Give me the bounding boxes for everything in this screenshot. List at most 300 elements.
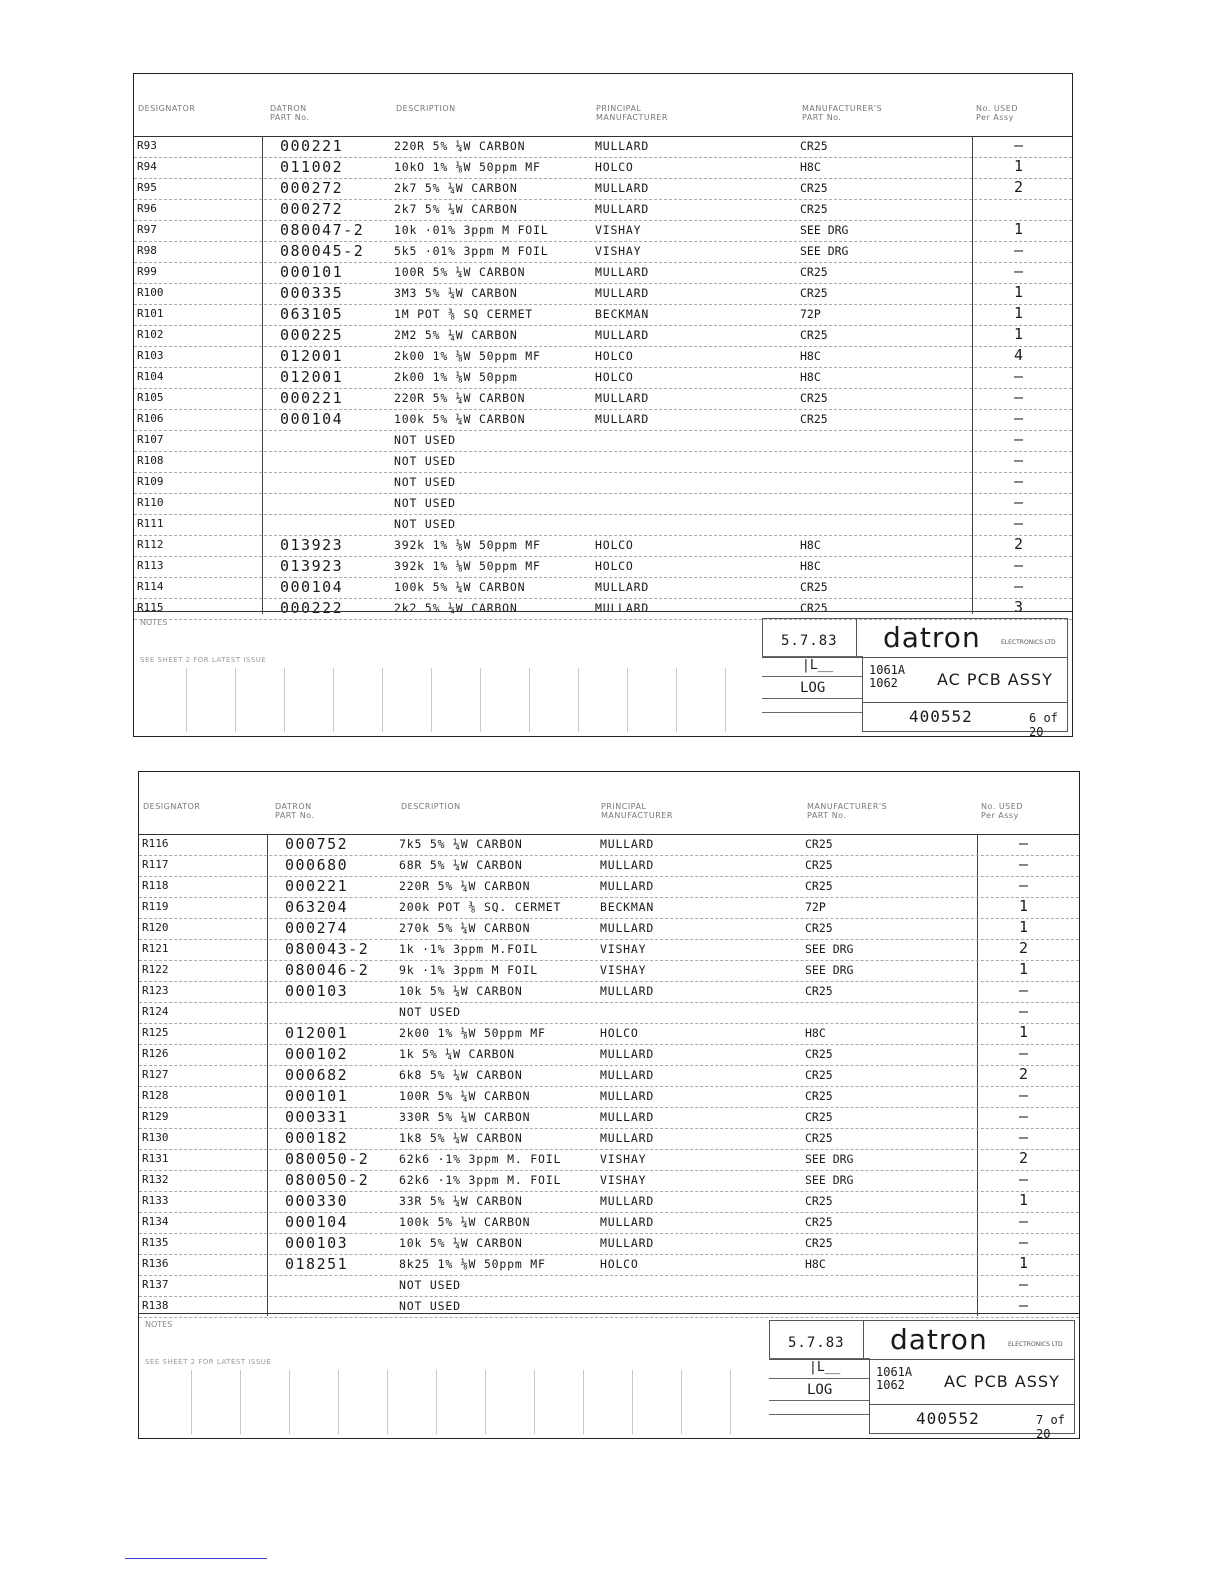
model-numbers: 1061A 1062 <box>876 1365 913 1392</box>
table-row <box>134 199 1072 221</box>
quantity-cell: 1 <box>1014 325 1024 343</box>
datron-part-cell: 011002 <box>280 158 344 176</box>
designator-cell: R113 <box>137 559 164 572</box>
designator-cell: R123 <box>142 984 169 997</box>
manufacturer-part-cell: CR25 <box>800 580 828 594</box>
quantity-cell: — <box>1019 834 1029 852</box>
title-box <box>869 1358 1075 1404</box>
description-cell: 10k 5% ¼W CARBON <box>399 984 523 998</box>
designator-cell: R98 <box>137 244 157 257</box>
quantity-cell: — <box>1014 556 1024 574</box>
manufacturer-cell: MULLARD <box>600 984 655 998</box>
title-box <box>862 656 1068 702</box>
table-row <box>134 367 1072 389</box>
designator-cell: R96 <box>137 202 157 215</box>
designator-cell: R132 <box>142 1173 169 1186</box>
header-datron-part: DATRON PART No. <box>275 802 315 820</box>
description-cell: 220R 5% ¼W CARBON <box>394 391 526 405</box>
datron-part-cell: 080050-2 <box>285 1150 370 1168</box>
description-cell: 100k 5% ¼W CARBON <box>394 580 526 594</box>
table-row <box>134 304 1072 326</box>
datron-part-cell: 000104 <box>280 410 344 428</box>
manufacturer-cell: BECKMAN <box>600 900 655 914</box>
manufacturer-part-cell: H8C <box>805 1257 826 1271</box>
designator-cell: R118 <box>142 879 169 892</box>
description-cell: 1k ·1% 3ppm M.FOIL <box>399 942 539 956</box>
designator-cell: R93 <box>137 139 157 152</box>
manufacturer-cell: MULLARD <box>595 139 650 153</box>
datron-part-cell: 000103 <box>285 1234 349 1252</box>
manufacturer-part-cell: CR25 <box>805 1068 833 1082</box>
header-designator: DESIGNATOR <box>143 802 201 811</box>
table-row <box>139 1107 1079 1129</box>
description-cell: 1k8 5% ¼W CARBON <box>399 1131 523 1145</box>
manufacturer-part-cell: H8C <box>800 559 821 573</box>
table-row <box>134 178 1072 200</box>
parts-list-sheet-6 <box>133 73 1073 737</box>
drawing-date: 5.7.83 <box>788 1335 845 1351</box>
datron-part-cell: 000752 <box>285 835 349 853</box>
description-cell: 2k00 1% ⅛W 50ppm <box>394 370 518 384</box>
datron-part-cell: 013923 <box>280 536 344 554</box>
datron-part-cell: 063204 <box>285 898 349 916</box>
manufacturer-cell: MULLARD <box>600 879 655 893</box>
parts-list-sheet-7 <box>138 771 1080 1439</box>
manufacturer-cell: MULLARD <box>600 921 655 935</box>
datron-part-cell: 080047-2 <box>280 221 365 239</box>
quantity-cell: — <box>1019 876 1029 894</box>
description-cell: 6k8 5% ¼W CARBON <box>399 1068 523 1082</box>
quantity-cell: — <box>1014 493 1024 511</box>
datron-part-cell: 018251 <box>285 1255 349 1273</box>
quantity-cell: — <box>1014 262 1024 280</box>
manufacturer-cell: MULLARD <box>595 202 650 216</box>
manufacturer-part-cell: CR25 <box>800 328 828 342</box>
manufacturer-part-cell: CR25 <box>800 202 828 216</box>
designator-cell: R117 <box>142 858 169 871</box>
designator-cell: R136 <box>142 1257 169 1270</box>
quantity-cell: — <box>1014 367 1024 385</box>
manufacturer-part-cell: SEE DRG <box>805 963 854 977</box>
manufacturer-cell: HOLCO <box>600 1257 639 1271</box>
quantity-cell: 2 <box>1014 535 1024 553</box>
notes-label: NOTES <box>145 1320 173 1329</box>
datron-part-cell: 000274 <box>285 919 349 937</box>
manufacturer-cell: MULLARD <box>595 412 650 426</box>
latest-issue-note: SEE SHEET 2 FOR LATEST ISSUE <box>145 1358 272 1366</box>
designator-cell: R138 <box>142 1299 169 1312</box>
manufacturer-cell: MULLARD <box>595 181 650 195</box>
notes-label: NOTES <box>140 618 168 627</box>
datron-part-cell: 080046-2 <box>285 961 370 979</box>
sheet-number: 6 of 20 <box>1029 711 1058 739</box>
manufacturer-cell: MULLARD <box>595 601 650 615</box>
datron-part-cell: 000221 <box>280 389 344 407</box>
column-header-row <box>139 772 1079 835</box>
manufacturer-cell: MULLARD <box>595 391 650 405</box>
designator-cell: R105 <box>137 391 164 404</box>
manufacturer-cell: MULLARD <box>600 1089 655 1103</box>
manufacturer-part-cell: CR25 <box>805 1089 833 1103</box>
logo-box <box>856 618 1068 658</box>
datron-part-cell: 000272 <box>280 179 344 197</box>
designator-cell: R122 <box>142 963 169 976</box>
designator-cell: R134 <box>142 1215 169 1228</box>
description-cell: NOT USED <box>394 517 456 531</box>
designator-cell: R99 <box>137 265 157 278</box>
quantity-cell: 2 <box>1014 178 1024 196</box>
datron-logo: datron <box>890 1323 988 1356</box>
description-cell: 10kO 1% ⅛W 50ppm MF <box>394 160 541 174</box>
designator-cell: R102 <box>137 328 164 341</box>
quantity-cell: — <box>1019 1107 1029 1125</box>
datron-part-cell: 000101 <box>285 1087 349 1105</box>
table-row <box>134 451 1072 473</box>
datron-part-cell: 000680 <box>285 856 349 874</box>
header-no-used: No. USED Per Assy <box>976 104 1018 122</box>
description-cell: 1k 5% ¼W CARBON <box>399 1047 515 1061</box>
quantity-cell: — <box>1014 577 1024 595</box>
header-manufacturer-part: MANUFACTURER'S PART No. <box>807 802 888 820</box>
description-cell: 270k 5% ¼W CARBON <box>399 921 531 935</box>
quantity-cell: — <box>1019 981 1029 999</box>
drawing-number: 400552 <box>909 707 973 726</box>
table-row <box>139 876 1079 898</box>
quantity-cell: — <box>1019 1233 1029 1251</box>
designator-cell: R126 <box>142 1047 169 1060</box>
datron-part-cell: 000222 <box>280 599 344 617</box>
logo-box <box>863 1320 1075 1360</box>
datron-part-cell: 000225 <box>280 326 344 344</box>
quantity-cell: — <box>1014 136 1024 154</box>
table-row <box>134 472 1072 494</box>
description-cell: 2k2 5% ¼W CARBON <box>394 601 518 615</box>
quantity-cell: 1 <box>1019 1191 1029 1209</box>
revision-grid <box>143 1370 763 1434</box>
description-cell: 392k 1% ⅛W 50ppm MF <box>394 559 541 573</box>
description-cell: 2M2 5% ¼W CARBON <box>394 328 518 342</box>
manufacturer-part-cell: CR25 <box>800 601 828 615</box>
manufacturer-part-cell: CR25 <box>800 181 828 195</box>
manufacturer-cell: VISHAY <box>600 963 647 977</box>
table-row <box>134 493 1072 515</box>
datron-part-cell: 012001 <box>285 1024 349 1042</box>
description-cell: 100k 5% ¼W CARBON <box>394 412 526 426</box>
manufacturer-cell: VISHAY <box>600 1152 647 1166</box>
manufacturer-part-cell: CR25 <box>800 412 828 426</box>
table-row <box>139 1023 1079 1045</box>
manufacturer-cell: MULLARD <box>600 1110 655 1124</box>
datron-part-cell: 000682 <box>285 1066 349 1084</box>
title-block <box>769 1320 1075 1441</box>
quantity-cell: — <box>1014 409 1024 427</box>
manufacturer-cell: MULLARD <box>600 1068 655 1082</box>
quantity-cell: 1 <box>1019 897 1029 915</box>
manufacturer-part-cell: 72P <box>805 900 826 914</box>
description-cell: NOT USED <box>394 496 456 510</box>
sheet-number: 7 of 20 <box>1036 1413 1065 1441</box>
designator-cell: R107 <box>137 433 164 446</box>
manufacturer-part-cell: CR25 <box>805 858 833 872</box>
designator-cell: R101 <box>137 307 164 320</box>
description-cell: NOT USED <box>394 454 456 468</box>
datron-logo-subtitle: ELECTRONICS LTD <box>1008 1341 1063 1348</box>
datron-part-cell: 012001 <box>280 347 344 365</box>
designator-cell: R124 <box>142 1005 169 1018</box>
manufacturer-part-cell: SEE DRG <box>800 223 849 237</box>
quantity-cell: 3 <box>1014 598 1024 616</box>
datron-logo-subtitle: ELECTRONICS LTD <box>1001 639 1056 646</box>
manufacturer-part-cell: H8C <box>800 349 821 363</box>
manufacturer-part-cell: CR25 <box>800 286 828 300</box>
table-row <box>139 1170 1079 1192</box>
description-cell: 200k POT ⅜ SQ. CERMET <box>399 900 562 914</box>
table-row <box>139 1191 1079 1213</box>
table-row <box>134 514 1072 536</box>
designator-cell: R130 <box>142 1131 169 1144</box>
header-manufacturer-part: MANUFACTURER'S PART No. <box>802 104 883 122</box>
description-cell: 3M3 5% ¼W CARBON <box>394 286 518 300</box>
manufacturer-cell: MULLARD <box>595 580 650 594</box>
table-row <box>134 136 1072 158</box>
manufacturer-part-cell: CR25 <box>800 139 828 153</box>
table-row <box>134 241 1072 263</box>
description-cell: 10k ·01% 3ppm M FOIL <box>394 223 549 237</box>
quantity-cell: 1 <box>1019 918 1029 936</box>
designator-cell: R106 <box>137 412 164 425</box>
datron-part-cell: 080050-2 <box>285 1171 370 1189</box>
checked-by: LOG <box>807 1382 833 1398</box>
drawing-number: 400552 <box>916 1409 980 1428</box>
header-no-used: No. USED Per Assy <box>981 802 1023 820</box>
manufacturer-cell: MULLARD <box>600 858 655 872</box>
manufacturer-cell: MULLARD <box>600 1215 655 1229</box>
datron-part-cell: 080043-2 <box>285 940 370 958</box>
datron-part-cell: 000330 <box>285 1192 349 1210</box>
manufacturer-cell: HOLCO <box>595 559 634 573</box>
manufacturer-cell: VISHAY <box>595 244 642 258</box>
description-cell: NOT USED <box>399 1278 461 1292</box>
drawing-title: AC PCB ASSY <box>937 670 1053 689</box>
table-row <box>134 157 1072 179</box>
datron-part-cell: 013923 <box>280 557 344 575</box>
table-row <box>139 1065 1079 1087</box>
quantity-cell: 1 <box>1019 960 1029 978</box>
table-row <box>134 577 1072 599</box>
manufacturer-part-cell: CR25 <box>805 1131 833 1145</box>
description-cell: 33R 5% ¼W CARBON <box>399 1194 523 1208</box>
manufacturer-cell: VISHAY <box>600 1173 647 1187</box>
drawing-title: AC PCB ASSY <box>944 1372 1060 1391</box>
datron-part-cell: 000103 <box>285 982 349 1000</box>
manufacturer-cell: MULLARD <box>595 286 650 300</box>
description-cell: 2k7 5% ¼W CARBON <box>394 181 518 195</box>
designator-cell: R108 <box>137 454 164 467</box>
manufacturer-cell: MULLARD <box>600 1047 655 1061</box>
designator-cell: R94 <box>137 160 157 173</box>
table-row <box>139 1212 1079 1234</box>
manufacturer-part-cell: 72P <box>800 307 821 321</box>
notes-area <box>134 611 1072 739</box>
quantity-cell: — <box>1019 855 1029 873</box>
table-row <box>134 535 1072 557</box>
latest-issue-note: SEE SHEET 2 FOR LATEST ISSUE <box>140 656 267 664</box>
manufacturer-cell: MULLARD <box>595 265 650 279</box>
manufacturer-part-cell: SEE DRG <box>805 1173 854 1187</box>
manufacturer-part-cell: CR25 <box>800 391 828 405</box>
manufacturer-part-cell: CR25 <box>805 984 833 998</box>
designator-cell: R115 <box>137 601 164 614</box>
designator-cell: R111 <box>137 517 164 530</box>
quantity-cell: — <box>1019 1296 1029 1314</box>
quantity-cell: 2 <box>1019 1149 1029 1167</box>
designator-cell: R121 <box>142 942 169 955</box>
checked-by: LOG <box>800 680 826 696</box>
description-cell: 220R 5% ¼W CARBON <box>394 139 526 153</box>
quantity-cell: — <box>1019 1275 1029 1293</box>
approval-boxes <box>762 656 862 730</box>
manufacturer-part-cell: SEE DRG <box>805 942 854 956</box>
header-principal-manufacturer: PRINCIPAL MANUFACTURER <box>601 802 673 820</box>
datron-part-cell: 000335 <box>280 284 344 302</box>
quantity-cell: — <box>1019 1170 1029 1188</box>
designator-cell: R103 <box>137 349 164 362</box>
number-box <box>862 702 1068 739</box>
designator-cell: R110 <box>137 496 164 509</box>
number-box <box>869 1404 1075 1441</box>
table-row <box>134 409 1072 431</box>
quantity-cell: 2 <box>1019 1065 1029 1083</box>
description-cell: 68R 5% ¼W CARBON <box>399 858 523 872</box>
table-row <box>139 855 1079 877</box>
description-cell: 8k25 1% ⅛W 50ppm MF <box>399 1257 546 1271</box>
description-cell: 2k7 5% ¼W CARBON <box>394 202 518 216</box>
datron-part-cell: 080045-2 <box>280 242 365 260</box>
description-cell: 62k6 ·1% 3ppm M. FOIL <box>399 1152 562 1166</box>
table-row <box>134 220 1072 242</box>
header-designator: DESIGNATOR <box>138 104 196 113</box>
manufacturer-part-cell: CR25 <box>805 1236 833 1250</box>
datron-part-cell: 000104 <box>280 578 344 596</box>
table-row <box>139 939 1079 961</box>
quantity-cell: 4 <box>1014 346 1024 364</box>
description-cell: 10k 5% ¼W CARBON <box>399 1236 523 1250</box>
designator-cell: R127 <box>142 1068 169 1081</box>
revision-grid <box>138 668 758 732</box>
manufacturer-part-cell: CR25 <box>805 879 833 893</box>
table-row <box>139 1275 1079 1297</box>
datron-part-cell: 000104 <box>285 1213 349 1231</box>
designator-cell: R128 <box>142 1089 169 1102</box>
description-cell: 5k5 ·01% 3ppm M FOIL <box>394 244 549 258</box>
manufacturer-part-cell: SEE DRG <box>800 244 849 258</box>
quantity-cell: — <box>1019 1002 1029 1020</box>
datron-part-cell: 000272 <box>280 200 344 218</box>
quantity-cell: 1 <box>1014 283 1024 301</box>
column-header-row <box>134 74 1072 137</box>
description-cell: 9k ·1% 3ppm M FOIL <box>399 963 539 977</box>
designator-cell: R116 <box>142 837 169 850</box>
table-row <box>134 556 1072 578</box>
datron-part-cell: 000182 <box>285 1129 349 1147</box>
approval-boxes <box>769 1358 869 1432</box>
title-block <box>762 618 1068 739</box>
table-row <box>139 981 1079 1003</box>
quantity-cell: — <box>1014 514 1024 532</box>
description-cell: 392k 1% ⅛W 50ppm MF <box>394 538 541 552</box>
table-row <box>134 388 1072 410</box>
quantity-cell: — <box>1019 1212 1029 1230</box>
table-row <box>134 283 1072 305</box>
description-cell: NOT USED <box>399 1005 461 1019</box>
description-cell: 1M POT ⅜ SQ CERMET <box>394 307 534 321</box>
quantity-cell: 1 <box>1019 1254 1029 1272</box>
description-cell: 100R 5% ¼W CARBON <box>394 265 526 279</box>
manufacturer-cell: VISHAY <box>600 942 647 956</box>
manufacturer-cell: HOLCO <box>595 160 634 174</box>
datron-part-cell: 000331 <box>285 1108 349 1126</box>
manufacturer-part-cell: H8C <box>800 370 821 384</box>
description-cell: NOT USED <box>399 1299 461 1313</box>
header-datron-part: DATRON PART No. <box>270 104 310 122</box>
designator-cell: R129 <box>142 1110 169 1123</box>
table-row <box>139 1086 1079 1108</box>
manufacturer-cell: MULLARD <box>600 1194 655 1208</box>
model-numbers: 1061A 1062 <box>869 663 906 690</box>
description-cell: 100R 5% ¼W CARBON <box>399 1089 531 1103</box>
datron-part-cell: 000221 <box>280 137 344 155</box>
table-row <box>139 1128 1079 1150</box>
manufacturer-part-cell: H8C <box>800 538 821 552</box>
description-cell: NOT USED <box>394 433 456 447</box>
quantity-cell: — <box>1014 241 1024 259</box>
quantity-cell: — <box>1014 451 1024 469</box>
table-row <box>139 897 1079 919</box>
manufacturer-part-cell: CR25 <box>805 921 833 935</box>
table-row <box>134 346 1072 368</box>
manufacturer-part-cell: CR25 <box>805 1194 833 1208</box>
manufacturer-part-cell: H8C <box>800 160 821 174</box>
manufacturer-part-cell: CR25 <box>805 837 833 851</box>
manufacturer-part-cell: SEE DRG <box>805 1152 854 1166</box>
manufacturer-part-cell: H8C <box>805 1026 826 1040</box>
quantity-cell: — <box>1014 388 1024 406</box>
drawn-mark: |L__ <box>802 658 834 673</box>
manufacturer-part-cell: CR25 <box>805 1110 833 1124</box>
notes-area <box>139 1313 1079 1441</box>
designator-cell: R114 <box>137 580 164 593</box>
designator-cell: R119 <box>142 900 169 913</box>
description-cell: 2k00 1% ⅛W 50ppm MF <box>394 349 541 363</box>
designator-cell: R112 <box>137 538 164 551</box>
designator-cell: R135 <box>142 1236 169 1249</box>
manufacturer-cell: HOLCO <box>595 370 634 384</box>
datron-logo: datron <box>883 621 981 654</box>
quantity-cell: 2 <box>1019 939 1029 957</box>
manufacturer-cell: HOLCO <box>595 349 634 363</box>
datron-part-cell: 012001 <box>280 368 344 386</box>
manufacturer-cell: MULLARD <box>600 837 655 851</box>
table-row <box>139 1254 1079 1276</box>
description-cell: 2k00 1% ⅛W 50ppm MF <box>399 1026 546 1040</box>
table-row <box>139 918 1079 940</box>
quantity-cell: 1 <box>1014 304 1024 322</box>
date-box <box>769 1320 864 1360</box>
manufacturer-cell: MULLARD <box>600 1131 655 1145</box>
table-row <box>139 960 1079 982</box>
header-principal-manufacturer: PRINCIPAL MANUFACTURER <box>596 104 668 122</box>
datron-part-cell: 000221 <box>285 877 349 895</box>
